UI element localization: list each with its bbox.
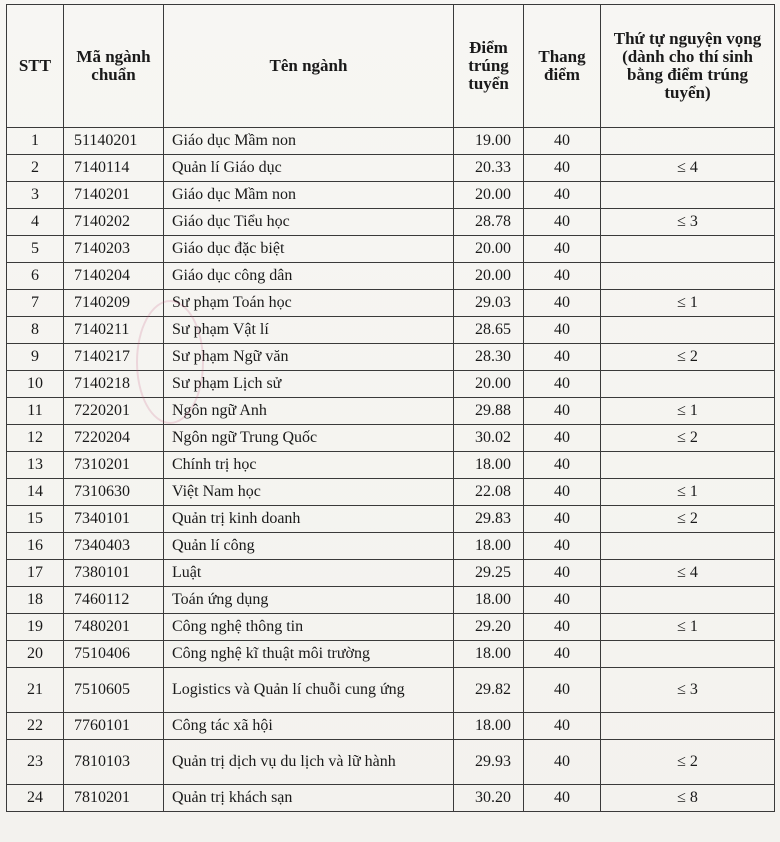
cell-stt: 20 [7, 641, 64, 668]
cell-scale: 40 [524, 641, 601, 668]
table-row [7, 668, 775, 713]
table-row [7, 785, 775, 812]
cell-stt: 14 [7, 479, 64, 506]
cell-scale: 40 [524, 236, 601, 263]
cell-name: Giáo dục Mầm non [164, 182, 454, 209]
cell-code: 7140211 [64, 317, 164, 344]
cell-name: Chính trị học [164, 452, 454, 479]
cell-name: Ngôn ngữ Trung Quốc [164, 425, 454, 452]
cell-stt: 11 [7, 398, 64, 425]
cell-scale: 40 [524, 479, 601, 506]
cell-code: 7310201 [64, 452, 164, 479]
cell-name: Sư phạm Lịch sử [164, 371, 454, 398]
cell-name: Giáo dục đặc biệt [164, 236, 454, 263]
cell-preference [601, 587, 775, 614]
cell-name: Quản trị dịch vụ du lịch và lữ hành [164, 740, 454, 785]
cell-name: Công nghệ kĩ thuật môi trường [164, 641, 454, 668]
cell-preference [601, 128, 775, 155]
cell-stt: 6 [7, 263, 64, 290]
cell-code: 7140114 [64, 155, 164, 182]
cell-preference: ≤ 1 [601, 398, 775, 425]
cell-name: Giáo dục Tiểu học [164, 209, 454, 236]
cell-stt: 19 [7, 614, 64, 641]
header-scale: Thang điểm [524, 5, 601, 128]
cell-name: Quản lí Giáo dục [164, 155, 454, 182]
cell-preference: ≤ 8 [601, 785, 775, 812]
cell-preference: ≤ 2 [601, 740, 775, 785]
cell-score: 28.78 [454, 209, 524, 236]
cell-name: Sư phạm Vật lí [164, 317, 454, 344]
cell-score: 18.00 [454, 587, 524, 614]
cell-stt: 15 [7, 506, 64, 533]
cell-score: 20.00 [454, 236, 524, 263]
cell-stt: 23 [7, 740, 64, 785]
cell-code: 7460112 [64, 587, 164, 614]
cell-scale: 40 [524, 452, 601, 479]
cell-code: 7510406 [64, 641, 164, 668]
cell-code: 7480201 [64, 614, 164, 641]
cell-stt: 12 [7, 425, 64, 452]
cell-scale: 40 [524, 317, 601, 344]
table-row [7, 506, 775, 533]
cell-code: 7140209 [64, 290, 164, 317]
cell-stt: 18 [7, 587, 64, 614]
cell-preference [601, 713, 775, 740]
cell-scale: 40 [524, 290, 601, 317]
cell-score: 18.00 [454, 533, 524, 560]
table-row [7, 740, 775, 785]
cell-preference: ≤ 4 [601, 155, 775, 182]
cell-preference: ≤ 3 [601, 668, 775, 713]
table-row [7, 182, 775, 209]
table-row [7, 128, 775, 155]
cell-preference: ≤ 1 [601, 290, 775, 317]
cell-score: 20.00 [454, 371, 524, 398]
cell-code: 7220204 [64, 425, 164, 452]
cell-stt: 9 [7, 344, 64, 371]
cell-score: 20.33 [454, 155, 524, 182]
cell-scale: 40 [524, 533, 601, 560]
cell-score: 29.83 [454, 506, 524, 533]
cell-score: 19.00 [454, 128, 524, 155]
cell-code: 7810201 [64, 785, 164, 812]
cell-scale: 40 [524, 398, 601, 425]
cell-code: 7380101 [64, 560, 164, 587]
cell-preference [601, 533, 775, 560]
table-row [7, 479, 775, 506]
cell-name: Sư phạm Ngữ văn [164, 344, 454, 371]
cell-scale: 40 [524, 506, 601, 533]
cell-score: 18.00 [454, 452, 524, 479]
cell-stt: 13 [7, 452, 64, 479]
header-code: Mã ngành chuẩn [64, 5, 164, 128]
cell-code: 7510605 [64, 668, 164, 713]
header-preference: Thứ tự nguyện vọng (dành cho thí sinh bằng điểm trúng tuyển) [601, 5, 775, 128]
cell-preference: ≤ 1 [601, 614, 775, 641]
cell-scale: 40 [524, 785, 601, 812]
cell-score: 29.93 [454, 740, 524, 785]
cell-preference: ≤ 2 [601, 344, 775, 371]
cell-score: 18.00 [454, 641, 524, 668]
cell-preference: ≤ 4 [601, 560, 775, 587]
table-row [7, 560, 775, 587]
cell-preference [601, 236, 775, 263]
cell-stt: 5 [7, 236, 64, 263]
cell-preference [601, 263, 775, 290]
table-row [7, 371, 775, 398]
cell-stt: 22 [7, 713, 64, 740]
cell-name: Sư phạm Toán học [164, 290, 454, 317]
cell-stt: 16 [7, 533, 64, 560]
cell-preference: ≤ 2 [601, 425, 775, 452]
cell-preference: ≤ 2 [601, 506, 775, 533]
table-row [7, 425, 775, 452]
cell-preference: ≤ 3 [601, 209, 775, 236]
cell-stt: 24 [7, 785, 64, 812]
table-row [7, 587, 775, 614]
cell-name: Công nghệ thông tin [164, 614, 454, 641]
cell-name: Luật [164, 560, 454, 587]
cell-score: 28.30 [454, 344, 524, 371]
cell-scale: 40 [524, 128, 601, 155]
cell-score: 22.08 [454, 479, 524, 506]
cell-name: Việt Nam học [164, 479, 454, 506]
cell-scale: 40 [524, 668, 601, 713]
cell-code: 7810103 [64, 740, 164, 785]
cell-stt: 4 [7, 209, 64, 236]
cell-score: 20.00 [454, 263, 524, 290]
table-row [7, 641, 775, 668]
cell-stt: 2 [7, 155, 64, 182]
header-name: Tên ngành [164, 5, 454, 128]
cell-code: 7340101 [64, 506, 164, 533]
table-row [7, 713, 775, 740]
cell-preference [601, 317, 775, 344]
cell-stt: 17 [7, 560, 64, 587]
cell-score: 29.03 [454, 290, 524, 317]
cell-score: 18.00 [454, 713, 524, 740]
cell-scale: 40 [524, 560, 601, 587]
cell-scale: 40 [524, 713, 601, 740]
cell-score: 29.88 [454, 398, 524, 425]
cell-score: 29.25 [454, 560, 524, 587]
cell-stt: 3 [7, 182, 64, 209]
cell-preference [601, 641, 775, 668]
cell-scale: 40 [524, 587, 601, 614]
cell-code: 7140201 [64, 182, 164, 209]
cell-code: 7310630 [64, 479, 164, 506]
cell-name: Toán ứng dụng [164, 587, 454, 614]
cell-name: Quản trị kinh doanh [164, 506, 454, 533]
cell-name: Công tác xã hội [164, 713, 454, 740]
cell-scale: 40 [524, 614, 601, 641]
cell-stt: 21 [7, 668, 64, 713]
cell-scale: 40 [524, 263, 601, 290]
cell-preference [601, 452, 775, 479]
cell-code: 7140202 [64, 209, 164, 236]
table-row [7, 452, 775, 479]
cell-stt: 7 [7, 290, 64, 317]
cell-score: 20.00 [454, 182, 524, 209]
table-row [7, 344, 775, 371]
table-row [7, 290, 775, 317]
table-header-row [7, 5, 775, 128]
cell-code: 7760101 [64, 713, 164, 740]
cell-code: 7140217 [64, 344, 164, 371]
cell-code: 7140203 [64, 236, 164, 263]
cell-score: 28.65 [454, 317, 524, 344]
table-row [7, 398, 775, 425]
cell-code: 7140218 [64, 371, 164, 398]
cell-name: Giáo dục công dân [164, 263, 454, 290]
cell-scale: 40 [524, 344, 601, 371]
cell-name: Giáo dục Mầm non [164, 128, 454, 155]
cell-scale: 40 [524, 371, 601, 398]
cell-scale: 40 [524, 425, 601, 452]
cell-score: 30.02 [454, 425, 524, 452]
cell-preference [601, 371, 775, 398]
cell-code: 7340403 [64, 533, 164, 560]
table-row [7, 263, 775, 290]
cell-preference: ≤ 1 [601, 479, 775, 506]
table-body [7, 128, 775, 812]
cell-code: 51140201 [64, 128, 164, 155]
cell-code: 7140204 [64, 263, 164, 290]
cell-scale: 40 [524, 740, 601, 785]
cell-code: 7220201 [64, 398, 164, 425]
table-row [7, 236, 775, 263]
cell-name: Quản trị khách sạn [164, 785, 454, 812]
header-stt: STT [7, 5, 64, 128]
table-row [7, 155, 775, 182]
cell-stt: 8 [7, 317, 64, 344]
table-row [7, 533, 775, 560]
cell-stt: 10 [7, 371, 64, 398]
cell-name: Ngôn ngữ Anh [164, 398, 454, 425]
cell-scale: 40 [524, 155, 601, 182]
cell-preference [601, 182, 775, 209]
table-row [7, 317, 775, 344]
cell-scale: 40 [524, 209, 601, 236]
cell-score: 29.20 [454, 614, 524, 641]
cell-stt: 1 [7, 128, 64, 155]
admission-score-table [6, 4, 775, 812]
table-row [7, 614, 775, 641]
cell-score: 29.82 [454, 668, 524, 713]
cell-name: Logistics và Quản lí chuỗi cung ứng [164, 668, 454, 713]
cell-score: 30.20 [454, 785, 524, 812]
table-row [7, 209, 775, 236]
cell-scale: 40 [524, 182, 601, 209]
header-score: Điểm trúng tuyển [454, 5, 524, 128]
cell-name: Quản lí công [164, 533, 454, 560]
